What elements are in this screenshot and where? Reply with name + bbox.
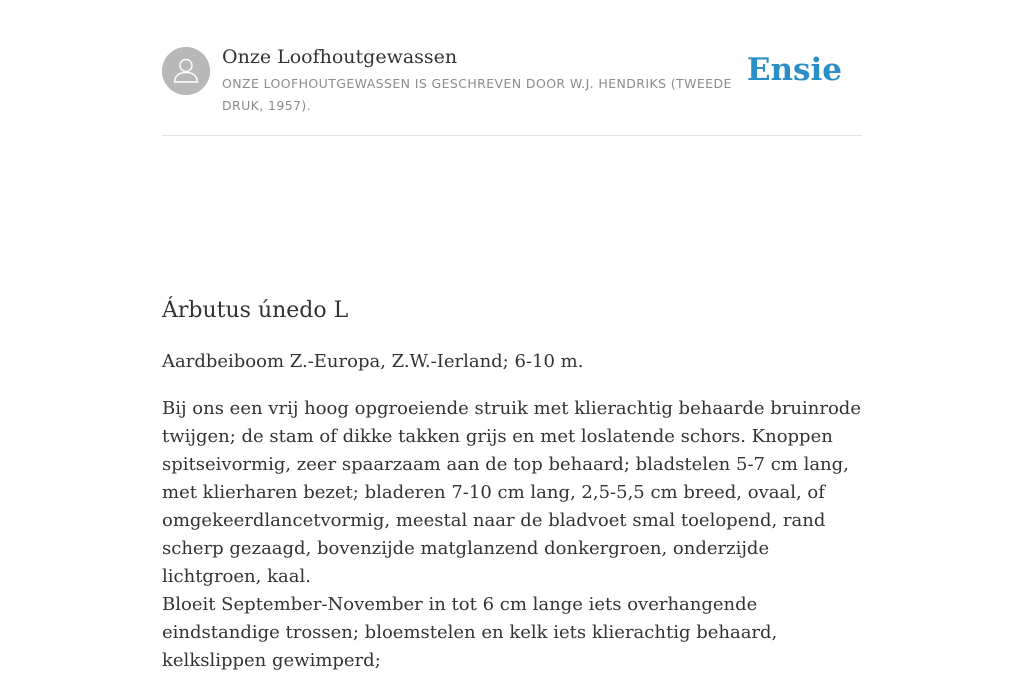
user-silhouette-svg bbox=[162, 47, 210, 95]
entry-paragraph: Bloeit September-November in tot 6 cm lange iets overhangende eindstandige trossen; bloemstelen en kelk iets klierachtig behaard, kelkslippen gewimperd; bbox=[162, 594, 778, 671]
user-silhouette-icon[interactable] bbox=[162, 47, 210, 95]
entry-title: Árbutus únedo L bbox=[162, 298, 349, 323]
book-header bbox=[162, 0, 862, 136]
page-container bbox=[162, 0, 862, 671]
book-title[interactable]: Onze Loofhoutgewassen bbox=[222, 46, 458, 68]
entry-paragraph: Aardbeiboom Z.-Europa, Z.W.-Ierland; 6-10 m. bbox=[162, 351, 584, 372]
entry-paragraph: Bij ons een vrij hoog opgroeiende struik met klierachtig behaarde bruinrode twijgen; de stam of dikke takken grijs en met loslatende schors. Knoppen spitseivormig, zeer spaarzaam aan de top behaard; bladstelen 5-7 cm lang, met klierharen bezet; bladeren 7-10 cm lang, 2,5-5,5 cm breed, ovaal, of omgekeerdlancetvormig, meestal naar de bladvoet smal toelopend, rand scherp gezaagd, bovenzijde matglanzend donkergroen, onderzijde lichtgroen, kaal. bbox=[162, 398, 861, 587]
ensie-logo-link[interactable]: Ensie bbox=[746, 52, 842, 88]
book-subtitle: ONZE LOOFHOUTGEWASSEN IS GESCHREVEN DOOR W.J. HENDRIKS (TWEEDE DRUK, 1957). bbox=[222, 76, 732, 113]
